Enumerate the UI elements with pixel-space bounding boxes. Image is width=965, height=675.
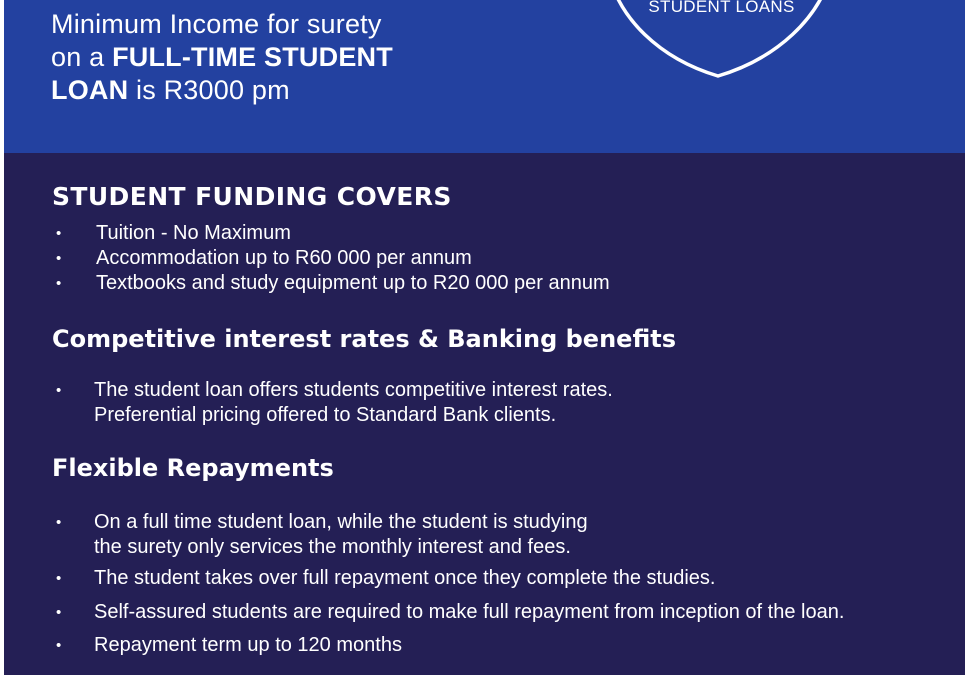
hero-banner: [4, 0, 965, 153]
hero-line-2-prefix: on a: [51, 42, 113, 72]
list-item-line: • On a full time student loan, while the student is studying: [94, 511, 588, 533]
list-item-line: • Self-assured students are required to make full repayment from inception of the loan.: [94, 601, 845, 623]
repayments-list: [50, 510, 844, 658]
list-item: [50, 600, 844, 625]
list-item: [50, 510, 844, 560]
shield-label: STUDENT LOANS: [648, 0, 795, 16]
funding-title: STUDENT FUNDING COVERS: [52, 182, 452, 211]
list-item: [50, 378, 613, 428]
hero-line-1: Minimum Income for surety: [51, 9, 382, 39]
hero-headline: [51, 8, 393, 107]
interest-list: [50, 378, 613, 428]
hero-line-2-bold: FULL-TIME STUDENT: [112, 42, 393, 72]
list-item: • Textbooks and study equipment up to R20 000 per annum: [50, 271, 610, 296]
list-item: • Tuition - No Maximum: [50, 221, 610, 246]
hero-line-3: [51, 74, 393, 107]
list-item-line: • Repayment term up to 120 months: [94, 634, 402, 656]
list-item: [50, 633, 844, 658]
repayments-title: Flexible Repayments: [52, 454, 334, 482]
list-item-line: the surety only services the monthly interest and fees.: [94, 536, 571, 558]
interest-title: Competitive interest rates & Banking benefits: [52, 325, 676, 353]
list-item-line: Preferential pricing offered to Standard Bank clients.: [94, 404, 557, 426]
list-item: [50, 566, 844, 591]
hero-line-3-suffix: is R3000 pm: [128, 75, 290, 105]
list-item: • Accommodation up to R60 000 per annum: [50, 246, 610, 271]
hero-line-3-bold: LOAN: [51, 75, 129, 105]
hero-line-2: [51, 41, 393, 74]
content-panel: [4, 153, 965, 675]
list-item-line: • The student loan offers students competitive interest rates.: [94, 379, 613, 401]
list-item-line: • The student takes over full repayment once they complete the studies.: [94, 567, 716, 589]
funding-list: [50, 221, 610, 296]
